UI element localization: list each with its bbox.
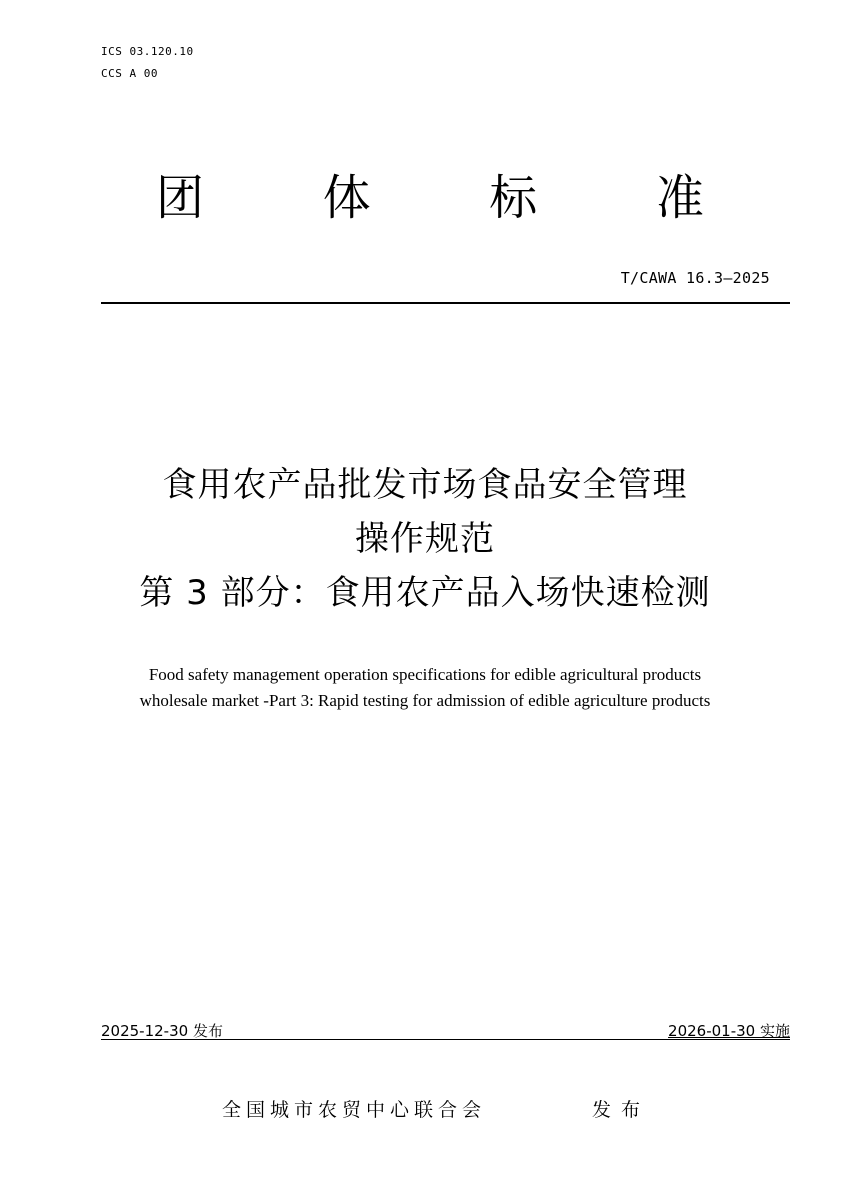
publisher-name: 全国城市农贸中心联合会 — [222, 1099, 487, 1121]
english-title — [0, 662, 850, 714]
title-line-1: 食用农产品批发市场食品安全管理 — [162, 465, 688, 505]
standard-type-char: 体 — [322, 170, 371, 226]
publish-label: 发布 — [592, 1099, 651, 1121]
standard-number: T/CAWA 16.3—2025 — [620, 269, 770, 287]
english-title-line-1: Food safety management operation specifications for edible agricultural products — [148, 665, 702, 684]
ccs-code: CCS A 00 — [101, 67, 158, 80]
english-title-line-2: wholesale market -Part 3: Rapid testing for admission of edible agriculture products — [139, 691, 711, 710]
chinese-title — [0, 458, 850, 620]
standard-type-char: 准 — [655, 170, 704, 226]
issue-date: 2025-12-30 发布 — [101, 1022, 223, 1040]
title-line-3: 第 3 部分：食用农产品入场快速检测 — [139, 573, 711, 613]
implementation-date: 2026-01-30 实施 — [668, 1022, 790, 1040]
top-divider — [101, 302, 790, 304]
standard-type-heading — [150, 168, 710, 228]
bottom-divider — [101, 1039, 790, 1040]
standard-type-char: 团 — [155, 170, 204, 226]
standard-type-char: 标 — [489, 170, 538, 226]
ics-code: ICS 03.120.10 — [101, 45, 194, 58]
title-line-2: 操作规范 — [355, 519, 495, 559]
